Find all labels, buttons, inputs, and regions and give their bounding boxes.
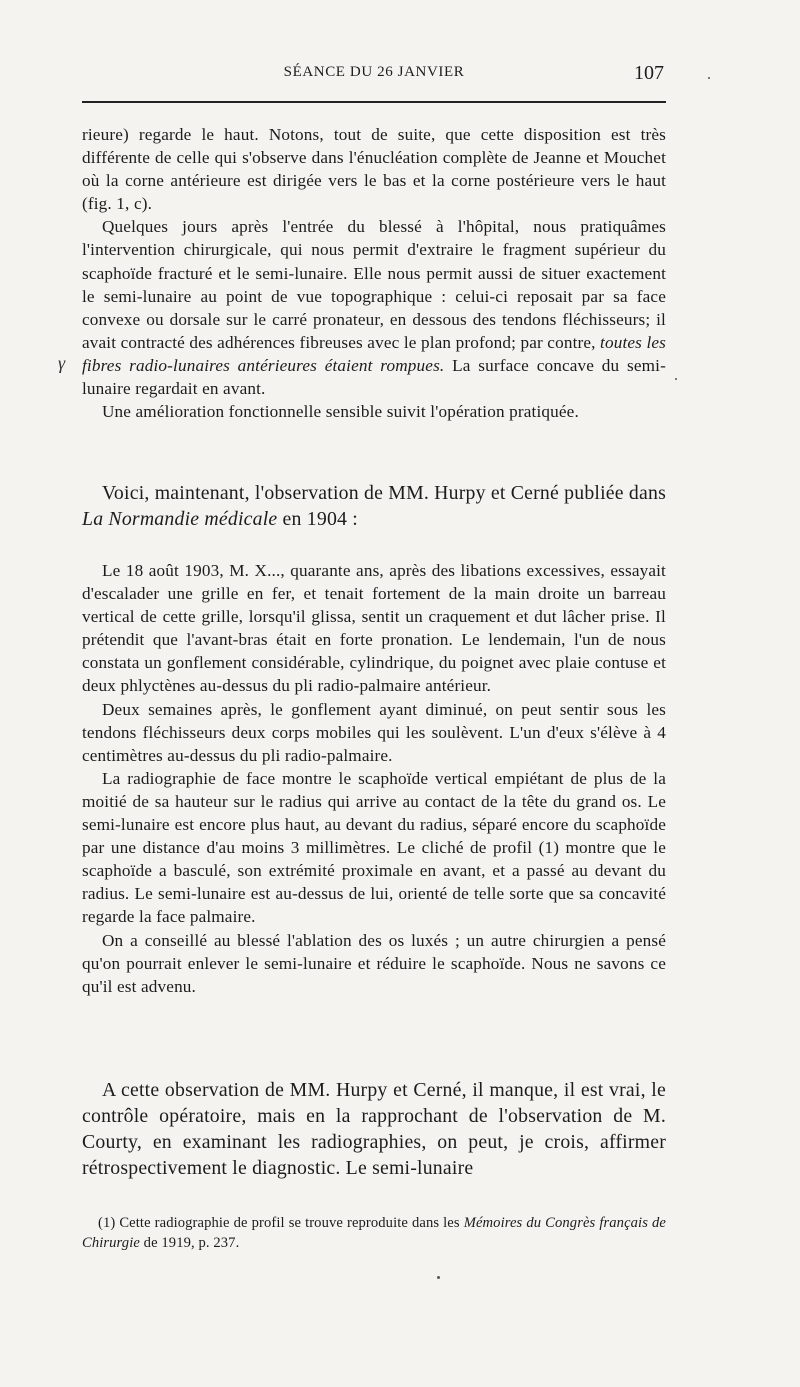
margin-annotation: γ (58, 353, 66, 373)
page-number: 107 (634, 62, 664, 84)
paragraph-5: Le 18 août 1903, M. X..., quarante ans, après des libations excessives, essayait d'escalader une grille en fer, et tenait fortement de la main droite un barreau vertical de cette grille, lorsqu'il glissa, sentit un craquement et dut lâcher prise. Il prétendit que l'avant-bras était en forte pronation. Le lendemain, l'un de nous constata un gonflement considérable, cylindrique, du poignet avec plaie contuse et deux phlyctènes au-dessus du pli radio-palmaire antérieur. (82, 561, 666, 696)
footnote-text-a: (1) Cette radiographie de profil se trouve reproduite dans les (98, 1215, 464, 1231)
footnote-emphasis: Mémoires du Congrès français de Chirurgie (82, 1215, 666, 1251)
paragraph-3: Une amélioration fonctionnelle sensible suivit l'opération pratiquée. (102, 402, 579, 422)
paragraph-1: rieure) regarde le haut. Notons, tout de suite, que cette disposition est très différente de celle qui s'observe dans l'énucléation complète de Jeanne et Mouchet où la corne antérieure est dirigée vers le bas et la corne postérieure vers le haut (fig. 1, c). (82, 125, 666, 214)
paragraph-4-journal-title: La Normandie médicale (82, 508, 278, 530)
text-block-observation-end (82, 123, 666, 423)
running-title: SÉANCE DU 26 JANVIER (283, 64, 465, 80)
footnote-text-b: de 1919, p. 237. (139, 1235, 240, 1251)
paragraph-4 (82, 480, 666, 532)
paragraph-4-text-b: en 1904 : (277, 508, 358, 530)
paragraph-8: On a conseillé au blessé l'ablation des os luxés ; un autre chirurgien a pensé qu'on pourrait enlever le semi-lunaire et réduire le scaphoïde. Nous ne savons ce qu'il est advenu. (82, 930, 666, 996)
print-speck (437, 1276, 440, 1279)
footnote (82, 1213, 666, 1253)
paragraph-2 (82, 215, 666, 400)
paragraph-2-emphasis: toutes les fibres radio-lunaires antérieures étaient rompues. (82, 332, 666, 375)
paragraph-7: La radiographie de face montre le scaphoïde vertical empiétant de plus de la moitié de sa hauteur sur le radius qui arrive au contact de la tête du grand os. Le semi-lunaire est encore plus haut, au devant du radius, séparé encore du scaphoïde par une distance d'au moins 3 millimètres. Le cliché de profil (1) montre que le scaphoïde a basculé, son extrémité proximale en avant, et a passé au devant du radius. Le semi-lunaire est au-dessus de lui, orienté de telle sorte que sa concavité regarde la face palmaire. (82, 768, 666, 927)
paragraph-4-text-a: Voici, maintenant, l'observation de MM. Hurpy et Cerné publiée dans (102, 482, 666, 504)
paragraph-2-text-a: Quelques jours après l'entrée du blessé à l'hôpital, nous pratiquâmes l'intervention chirurgicale, qui nous permit d'extraire le fragment supérieur du scaphoïde fracturé et le semi-lunaire. Elle nous permit aussi de situer exactement le semi-lunaire au point de vue topographique : celui-ci reposait par sa face convexe ou dorsale sur le carré pronateur, en dessous des tendons fléchisseurs; il avait contracté des adhérences fibreuses avec le plan profond; par contre, (82, 217, 666, 352)
text-block-introduction (82, 480, 666, 532)
running-header (82, 62, 666, 88)
paragraph-2-text-b: La surface concave du semi-lunaire regardait en avant. (82, 355, 666, 399)
paragraph-9: A cette observation de MM. Hurpy et Cerné, il manque, il est vrai, le contrôle opératoire, mais en la rapprochant de l'observation de M. Courty, en examinant les radiographies, on peut, je crois, affirmer rétrospectivement le diagnostic. Le semi-lunaire (82, 1079, 666, 1179)
text-block-case-report (82, 559, 666, 998)
print-speck (708, 77, 710, 79)
paragraph-6: Deux semaines après, le gonflement ayant diminué, on peut sentir sous les tendons fléchisseurs deux corps mobiles qui les soulèvent. L'un d'eux s'élève à 4 centimètres au-dessus du pli radio-palmaire. (82, 699, 666, 765)
text-block-discussion (82, 1077, 666, 1181)
header-rule (82, 101, 666, 103)
print-speck (675, 378, 677, 380)
